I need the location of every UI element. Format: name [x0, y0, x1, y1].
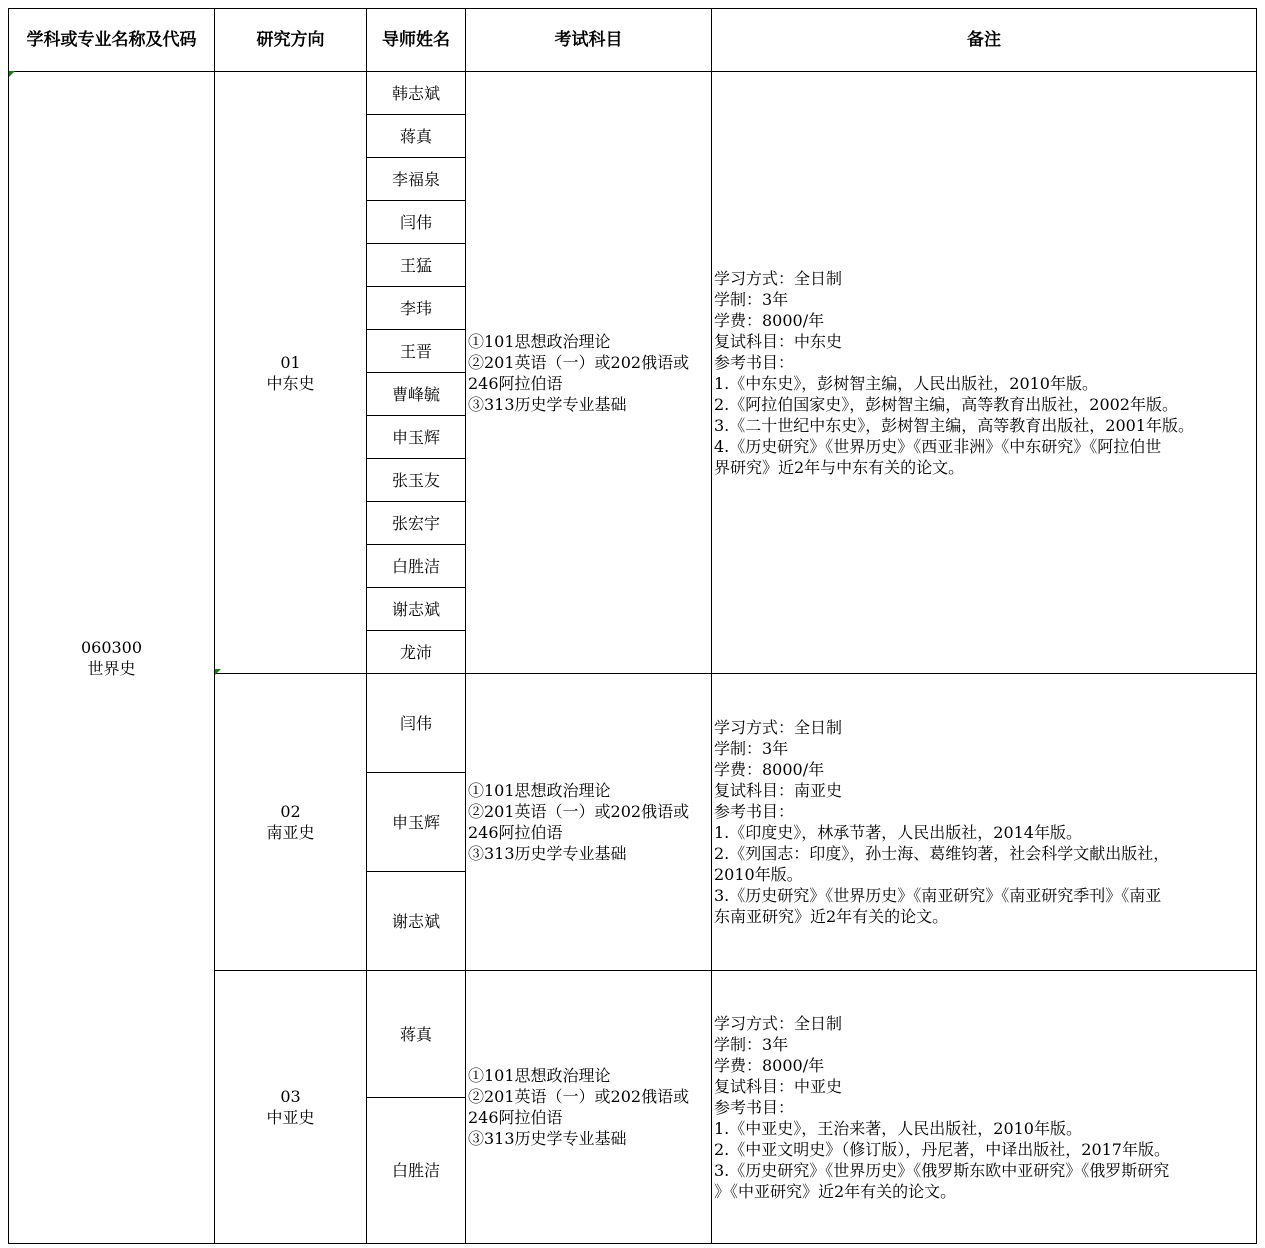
note-line: 》《中亚研究》近2年有关的论文。	[714, 1181, 957, 1201]
exam-cell	[466, 674, 712, 971]
cell-marker-icon	[9, 71, 15, 77]
header-discipline: 学科或专业名称及代码	[9, 9, 215, 72]
note-line: 复试科目：中亚史	[714, 1076, 843, 1096]
mentor-name: 申玉辉	[367, 416, 466, 459]
mentor-name: 张玉友	[367, 459, 466, 502]
note-line: 界研究》近2年与中东有关的论文。	[714, 457, 965, 477]
note-line: 学习方式：全日制	[714, 268, 843, 288]
note-line: 学习方式：全日制	[714, 1013, 843, 1033]
direction-cell	[215, 72, 367, 674]
admissions-table	[8, 8, 1257, 1244]
mentor-name: 韩志斌	[367, 72, 466, 115]
notes-cell	[712, 674, 1257, 971]
mentor-name: 王晋	[367, 330, 466, 373]
note-line: 2.《列国志：印度》，孙士海、葛维钧著，社会科学文献出版社，	[714, 844, 1170, 863]
exam-line: 246阿拉伯语	[468, 373, 563, 393]
direction-code: 01	[280, 352, 301, 372]
mentor-name: 白胜洁	[367, 1098, 466, 1244]
header-mentor: 导师姓名	[367, 9, 466, 72]
mentor-name: 曹峰毓	[367, 373, 466, 416]
direction-name: 南亚史	[266, 823, 315, 842]
exam-line: ③313历史学专业基础	[468, 844, 627, 863]
discipline-name: 世界史	[87, 658, 136, 678]
header-notes: 备注	[712, 9, 1257, 72]
note-line: 学制：3年	[714, 739, 789, 758]
note-line: 学费：8000/年	[714, 760, 825, 779]
exam-line: ②201英语（一）或202俄语或	[468, 1087, 690, 1106]
discipline-code: 060300	[80, 637, 143, 657]
exam-line: 246阿拉伯语	[468, 823, 563, 842]
note-line: 学制：3年	[714, 1034, 789, 1054]
note-line: 参考书目：	[714, 352, 795, 372]
mentor-name: 闫伟	[367, 201, 466, 244]
mentor-name: 白胜洁	[367, 545, 466, 588]
mentor-name: 李玮	[367, 287, 466, 330]
note-line: 4.《历史研究》《世界历史》《西亚非洲》《中东研究》《阿拉伯世	[714, 436, 1162, 456]
direction-name: 中东史	[266, 373, 315, 393]
mentor-name: 闫伟	[367, 674, 466, 773]
note-line: 2010年版。	[714, 865, 803, 884]
mentor-name: 谢志斌	[367, 872, 466, 971]
direction-cell	[215, 674, 367, 971]
note-line: 3.《历史研究》《世界历史》《俄罗斯东欧中亚研究》《俄罗斯研究	[714, 1160, 1170, 1180]
header-direction: 研究方向	[215, 9, 367, 72]
note-line: 学制：3年	[714, 289, 789, 309]
mentor-name: 王猛	[367, 244, 466, 287]
notes-cell	[712, 72, 1257, 674]
exam-line: 246阿拉伯语	[468, 1108, 563, 1127]
exam-cell	[466, 971, 712, 1244]
direction-name: 中亚史	[266, 1108, 315, 1127]
mentor-name: 蒋真	[367, 115, 466, 158]
note-line: 2.《阿拉伯国家史》，彭树智主编，高等教育出版社，2002年版。	[714, 394, 1178, 414]
mentor-name: 申玉辉	[367, 773, 466, 872]
exam-line: ②201英语（一）或202俄语或	[468, 352, 690, 372]
exam-line: ③313历史学专业基础	[468, 394, 627, 414]
notes-cell	[712, 971, 1257, 1244]
mentor-name: 蒋真	[367, 971, 466, 1098]
note-line: 复试科目：中东史	[714, 331, 843, 351]
note-line: 学费：8000/年	[714, 310, 825, 330]
cell-marker-icon	[215, 669, 221, 675]
exam-line: ②201英语（一）或202俄语或	[468, 802, 690, 821]
mentor-name: 谢志斌	[367, 588, 466, 631]
exam-line: ①101思想政治理论	[468, 1066, 611, 1085]
note-line: 东南亚研究》近2年有关的论文。	[714, 907, 949, 926]
exam-line: ③313历史学专业基础	[468, 1129, 627, 1148]
header-exam: 考试科目	[466, 9, 712, 72]
note-line: 1.《中东史》，彭树智主编，人民出版社，2010年版。	[714, 373, 1098, 393]
mentor-name: 张宏宇	[367, 502, 466, 545]
mentor-name: 龙沛	[367, 631, 466, 674]
note-line: 1.《中亚史》，王治来著，人民出版社，2010年版。	[714, 1118, 1082, 1138]
table-row	[9, 72, 1257, 115]
note-line: 复试科目：南亚史	[714, 781, 843, 800]
note-line: 3.《二十世纪中东史》，彭树智主编，高等教育出版社，2001年版。	[714, 415, 1194, 435]
note-line: 参考书目：	[714, 1097, 795, 1117]
note-line: 参考书目：	[714, 802, 795, 821]
exam-line: ①101思想政治理论	[468, 781, 611, 800]
direction-code: 02	[280, 802, 301, 821]
header-row	[9, 9, 1257, 72]
direction-code: 03	[280, 1087, 301, 1106]
note-line: 1.《印度史》，林承节著，人民出版社，2014年版。	[714, 823, 1082, 842]
note-line: 3.《历史研究》《世界历史》《南亚研究》《南亚研究季刊》《南亚	[714, 886, 1162, 905]
exam-cell	[466, 72, 712, 674]
discipline-cell	[9, 72, 215, 1244]
direction-cell	[215, 971, 367, 1244]
note-line: 学费：8000/年	[714, 1055, 825, 1075]
exam-line: ①101思想政治理论	[468, 331, 611, 351]
mentor-name: 李福泉	[367, 158, 466, 201]
note-line: 学习方式：全日制	[714, 718, 843, 737]
note-line: 2.《中亚文明史》（修订版），丹尼著，中译出版社，2017年版。	[714, 1139, 1170, 1159]
